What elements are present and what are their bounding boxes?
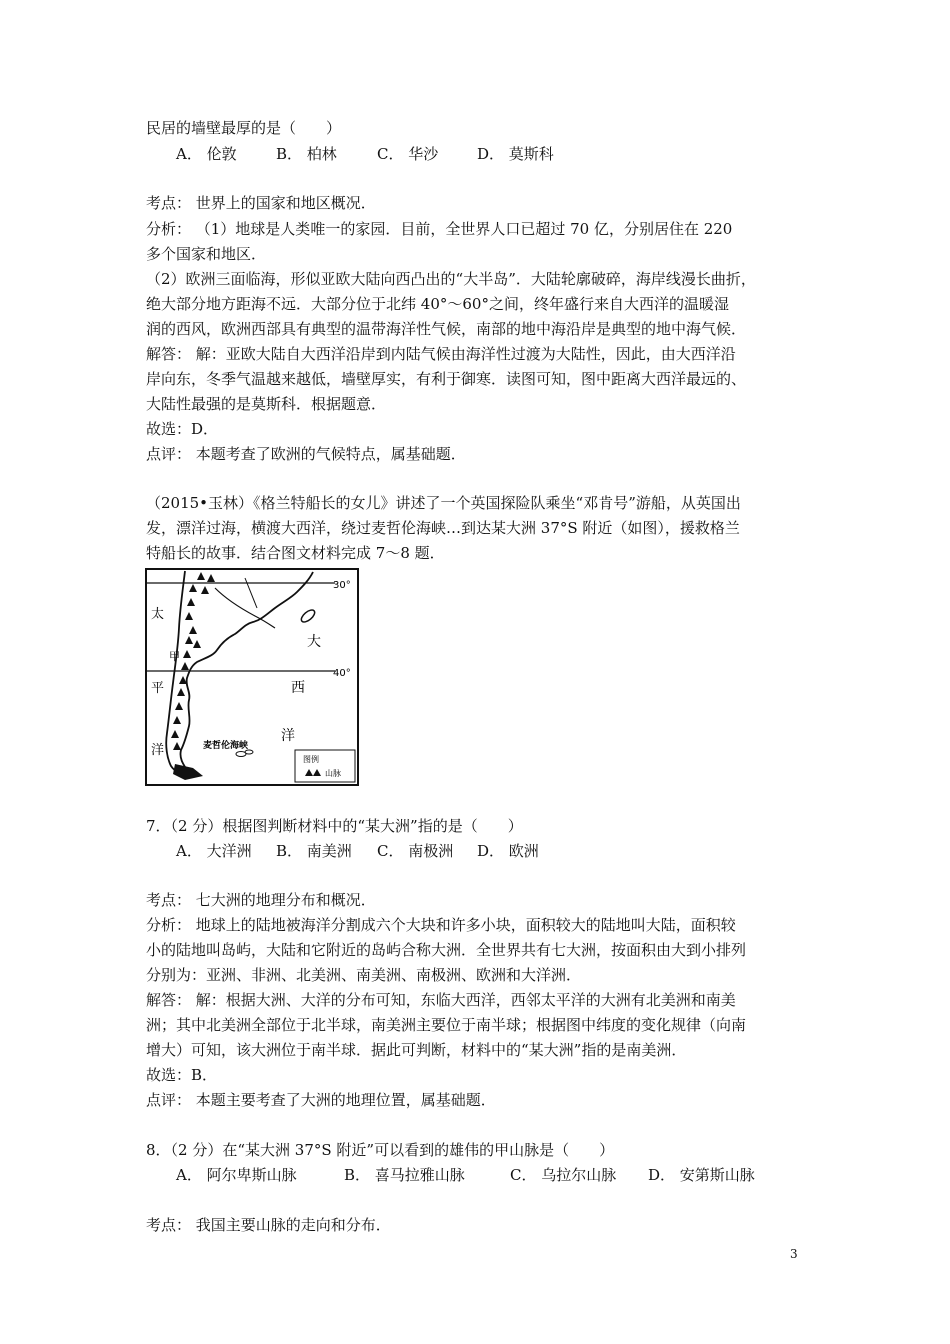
page-number: 3 bbox=[790, 1247, 798, 1261]
map-label-tai: 太 bbox=[151, 607, 165, 622]
q8-options bbox=[176, 1165, 755, 1185]
q6-jieda-line: 岸向东，冬季气温越来越低，墙壁厚实，有利于御寒．读图可知，图中距离大西洋最远的、 bbox=[146, 370, 747, 388]
q7-stem: 7．（2 分）根据图判断材料中的“某大洲”指的是（ ） bbox=[146, 817, 523, 835]
q7-option-b: B． 南美洲 bbox=[276, 842, 352, 860]
map-label-yang-atlantic: 洋 bbox=[281, 728, 295, 744]
q7-jieda-line: 洲；其中北美洲全部位于北半球，南美洲主要位于南半球；根据图中纬度的变化规律（向南 bbox=[146, 1016, 747, 1034]
q7-fenxi-line: 分析： 地球上的陆地被海洋分割成六个大块和许多小块，面积较大的陆地叫大陆，面积较 bbox=[146, 916, 736, 934]
q6-option-d: D． 莫斯科 bbox=[477, 145, 554, 163]
q8-option-d: D． 安第斯山脉 bbox=[648, 1166, 755, 1184]
legend-mountain-label: 山脉 bbox=[325, 769, 341, 778]
q8-option-c: C． 乌拉尔山脉 bbox=[510, 1166, 617, 1184]
q6-options bbox=[176, 144, 554, 164]
material-line: 发，漂洋过海，横渡大西洋，绕过麦哲伦海峡…到达某大洲 37°S 附近（如图），援救格兰 bbox=[146, 519, 740, 537]
map-label-da: 大 bbox=[307, 634, 321, 650]
q7-options bbox=[176, 841, 539, 861]
q7-answer: 故选：B． bbox=[146, 1066, 218, 1084]
q6-option-b: B． 柏林 bbox=[276, 145, 337, 163]
material-line: （2015•玉林）《格兰特船长的女儿》讲述了一个英国探险队乘坐“邓肯号”游船，从英国出 bbox=[146, 494, 741, 512]
q6-option-a: A． 伦敦 bbox=[176, 145, 237, 163]
map-label-jia: 甲 bbox=[169, 650, 180, 663]
q7-option-a: A． 大洋洲 bbox=[176, 842, 252, 860]
q6-jieda-line: 大陆性最强的是莫斯科．根据题意． bbox=[146, 395, 387, 413]
map-label-yang: 洋 bbox=[151, 743, 165, 758]
q7-fenxi-line: 分别为：亚洲、非洲、北美洲、南美洲、南极洲、欧洲和大洋洲． bbox=[146, 966, 582, 984]
q6-fenxi-line: （2）欧洲三面临海，形似亚欧大陆向西凸出的“大半岛”．大陆轮廓破碎，海岸线漫长曲折， bbox=[146, 270, 756, 288]
q8-stem: 8．（2 分）在“某大洲 37°S 附近”可以看到的雄伟的甲山脉是（ ） bbox=[146, 1141, 615, 1159]
lat-40-label: 40° bbox=[333, 668, 351, 679]
map-label-xi: 西 bbox=[291, 680, 305, 696]
q6-dianping: 点评： 本题考查了欧洲的气候特点，属基础题． bbox=[146, 445, 466, 463]
lat-30-label: 30° bbox=[333, 580, 351, 591]
legend-title: 图例 bbox=[303, 755, 319, 764]
q7-jieda-line: 增大）可知，该大洲位于南半球．据此可判断，材料中的“某大洲”指的是南美洲． bbox=[146, 1041, 687, 1059]
q8-kaodian: 考点： 我国主要山脉的走向和分布． bbox=[146, 1216, 391, 1234]
map-label-ping: 平 bbox=[151, 681, 165, 696]
q6-fenxi-line: 绝大部分地方距海不远．大部分位于北纬 40°～60°之间，终年盛行来自大西洋的温暖湿 bbox=[146, 295, 729, 313]
q7-dianping: 点评： 本题主要考查了大洲的地理位置，属基础题． bbox=[146, 1091, 496, 1109]
q6-jieda-line: 解答： 解：亚欧大陆自大西洋沿岸到内陆气候由海洋性过渡为大陆性，因此，由大西洋沿 bbox=[146, 345, 736, 363]
q8-option-a: A． 阿尔卑斯山脉 bbox=[176, 1166, 297, 1184]
q6-option-c: C． 华沙 bbox=[377, 145, 439, 163]
q6-kaodian: 考点： 世界上的国家和地区概况． bbox=[146, 194, 376, 212]
q6-stem-tail: 民居的墙壁最厚的是（ ） bbox=[146, 119, 342, 137]
q6-fenxi-line: 润的西风，欧洲西部具有典型的温带海洋性气候，南部的地中海沿岸是典型的地中海气候． bbox=[146, 320, 747, 338]
q7-fenxi-line: 小的陆地叫岛屿，大陆和它附近的岛屿合称大洲．全世界共有七大洲，按面积由大到小排列 bbox=[146, 941, 747, 959]
q7-jieda-line: 解答： 解：根据大洲、大洋的分布可知，东临大西洋，西邻太平洋的大洲有北美洲和南美 bbox=[146, 991, 736, 1009]
magellan-strait-label: 麦哲伦海峡 bbox=[203, 741, 249, 751]
q6-fenxi-line: 分析： （1）地球是人类唯一的家园．目前，全世界人口已超过 70 亿，分别居住在 220 bbox=[146, 220, 733, 238]
q7-kaodian: 考点： 七大洲的地理分布和概况． bbox=[146, 891, 376, 909]
south-america-map bbox=[145, 568, 359, 786]
q6-answer: 故选：D． bbox=[146, 420, 219, 438]
q6-fenxi-line: 多个国家和地区． bbox=[146, 245, 267, 263]
q7-option-c: C． 南极洲 bbox=[377, 842, 454, 860]
q8-option-b: B． 喜马拉雅山脉 bbox=[344, 1166, 465, 1184]
material-line: 特船长的故事．结合图文材料完成 7～8 题． bbox=[146, 544, 445, 562]
q7-option-d: D． 欧洲 bbox=[477, 842, 539, 860]
